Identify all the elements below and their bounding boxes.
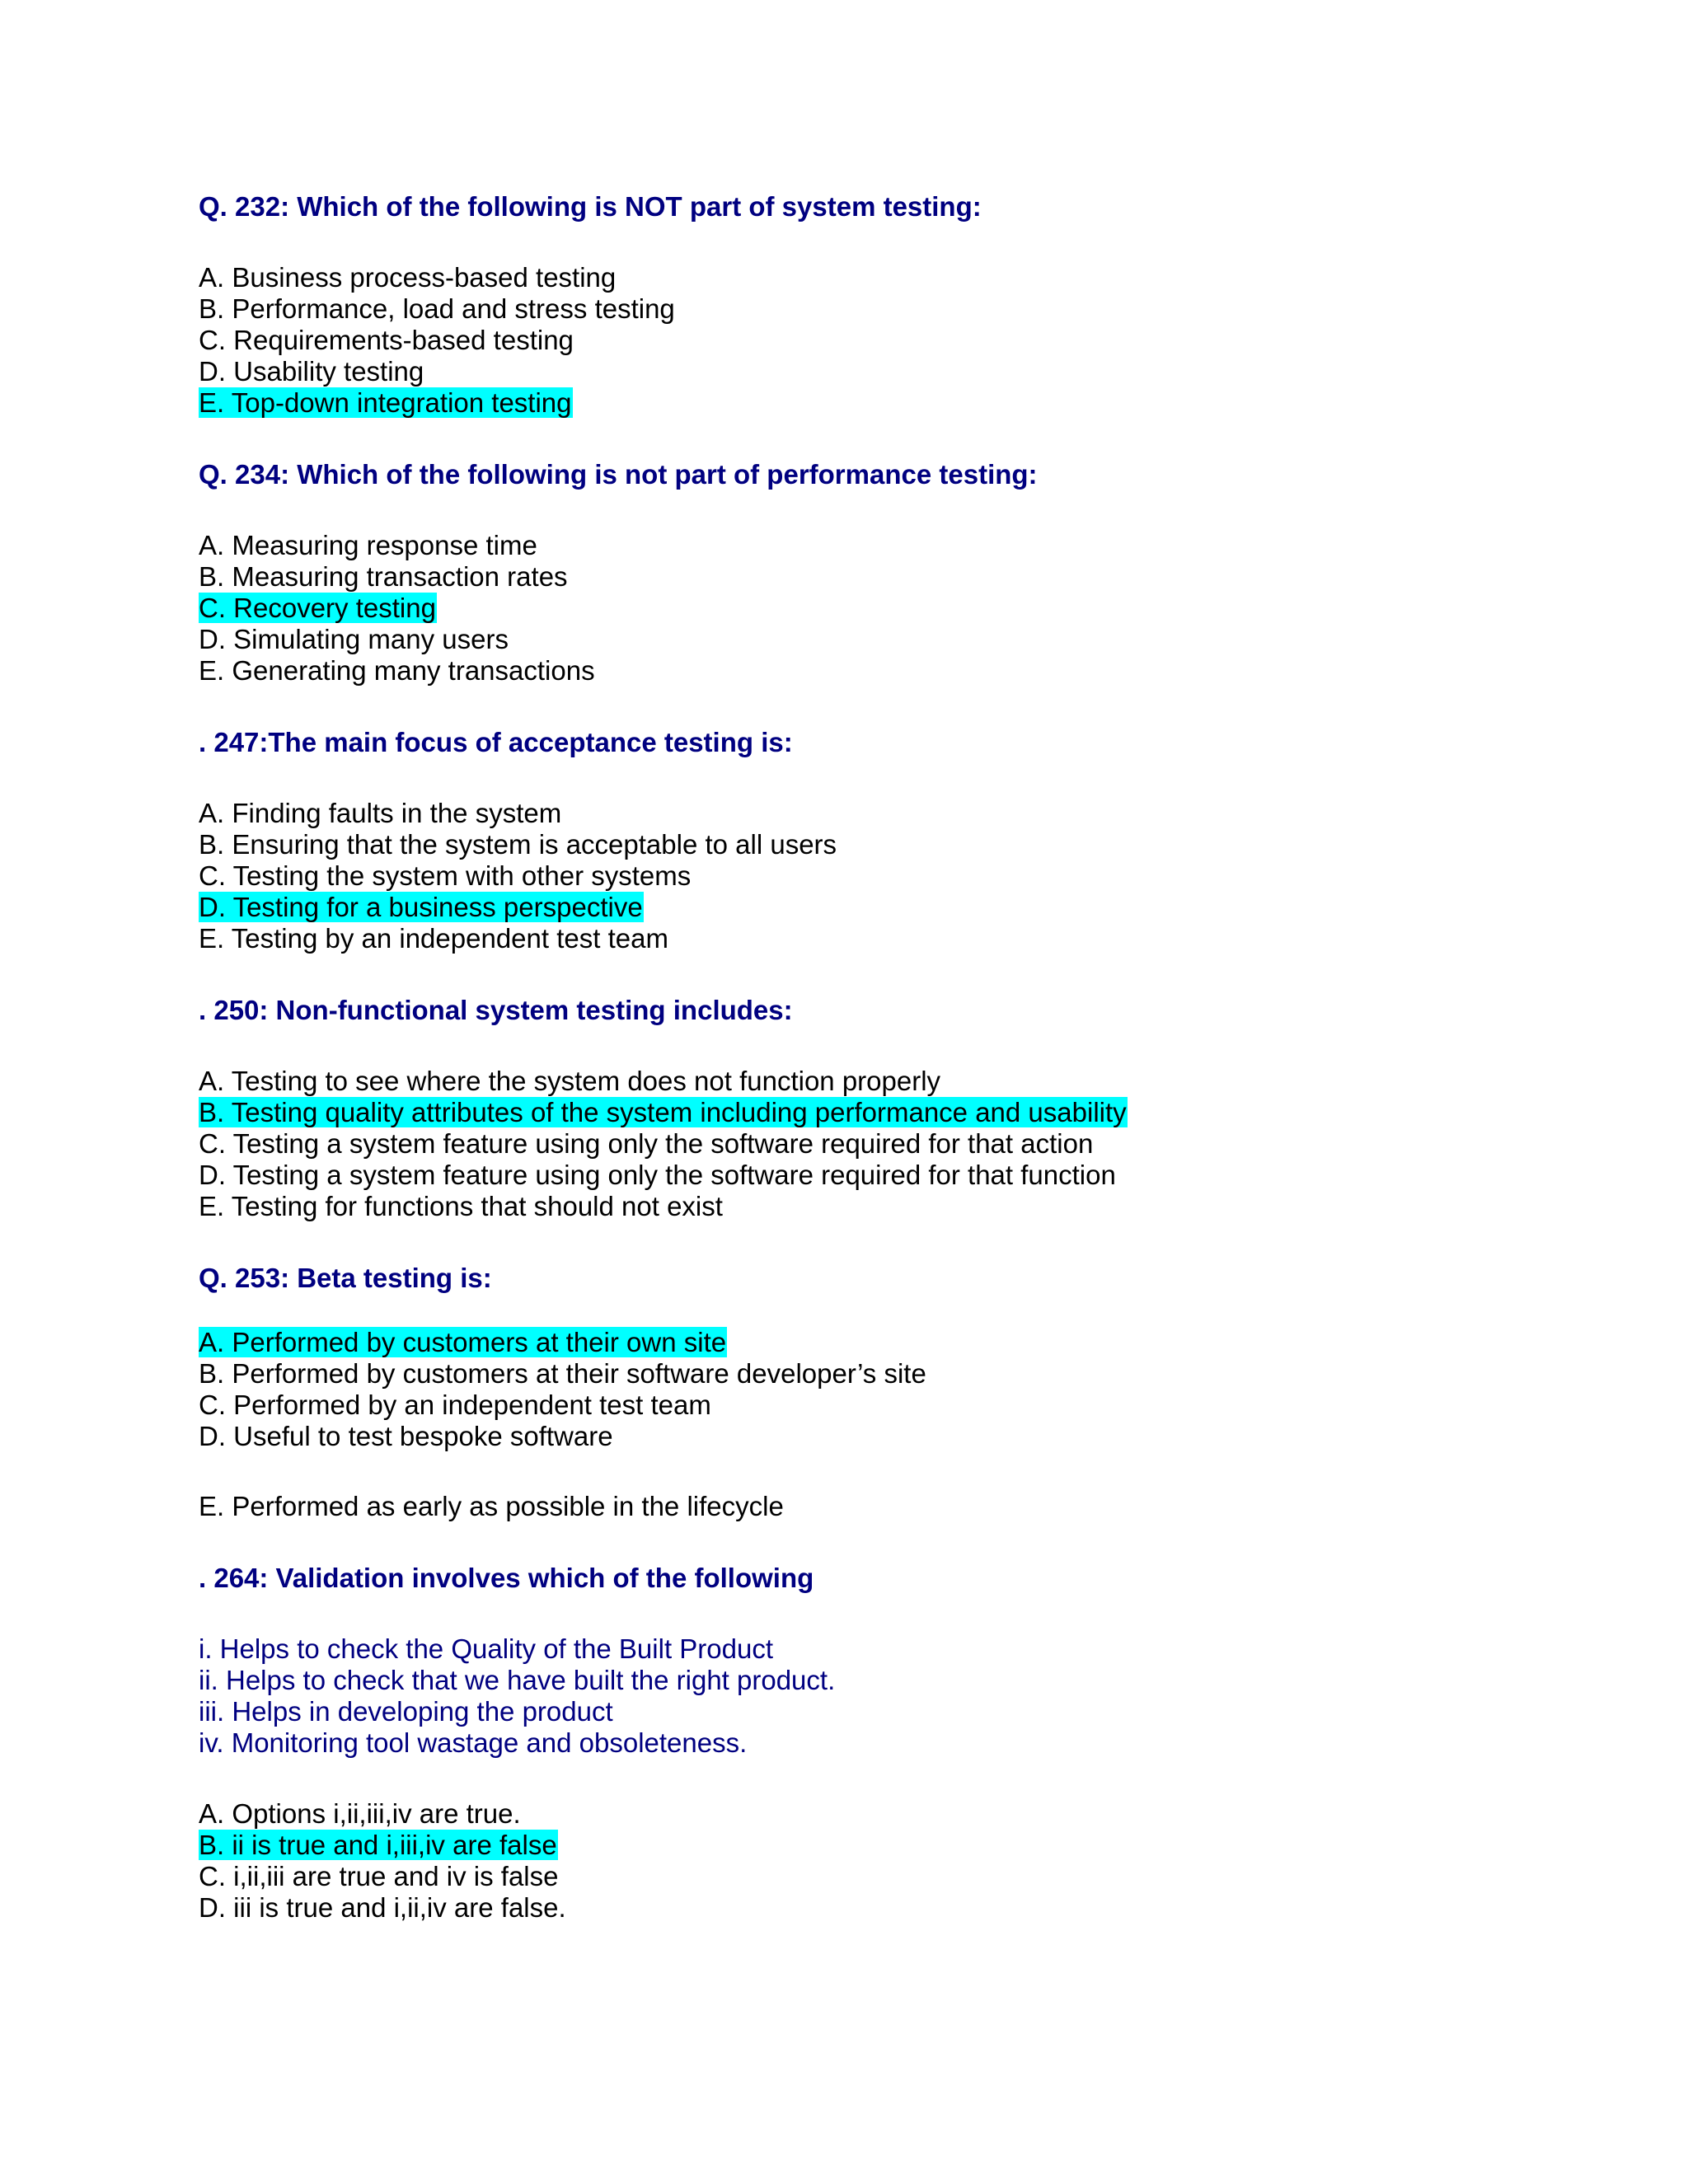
- question-block: [199, 995, 1600, 1222]
- option: C. Performed by an independent test team: [199, 1390, 711, 1420]
- option: B. Measuring transaction rates: [199, 561, 568, 592]
- question-block: [199, 1563, 1600, 1924]
- option: A. Options i,ii,iii,iv are true.: [199, 1798, 521, 1829]
- option: D. Useful to test bespoke software: [199, 1421, 613, 1451]
- question-title: . 250: Non-functional system testing includes:: [199, 995, 793, 1025]
- option: E. Testing by an independent test team: [199, 923, 668, 954]
- option: D. Testing a system feature using only the software required for that function: [199, 1160, 1116, 1190]
- option: B. Performance, load and stress testing: [199, 293, 675, 324]
- option: B. Ensuring that the system is acceptable to all users: [199, 829, 837, 860]
- spacer: [199, 1452, 1600, 1491]
- question-title: . 264: Validation involves which of the following: [199, 1563, 814, 1593]
- option: A. Testing to see where the system does not function properly: [199, 1066, 941, 1096]
- option: B. Performed by customers at their software developer’s site: [199, 1358, 926, 1389]
- question-title: Q. 232: Which of the following is NOT part of system testing:: [199, 191, 982, 222]
- statement-list: [199, 1633, 1600, 1759]
- question-block: [199, 727, 1600, 954]
- option: E. Generating many transactions: [199, 655, 595, 686]
- question-block: [199, 459, 1600, 687]
- option: C. Testing a system feature using only the software required for that action: [199, 1128, 1094, 1159]
- quiz-page: [199, 191, 1600, 1964]
- option: D. Usability testing: [199, 356, 424, 387]
- option: C. i,ii,iii are true and iv is false: [199, 1861, 559, 1891]
- option-list: [199, 262, 1600, 419]
- option-list: [199, 1798, 1600, 1924]
- statement: ii. Helps to check that we have built the right product.: [199, 1665, 836, 1695]
- option: A. Measuring response time: [199, 530, 537, 560]
- statement: iv. Monitoring tool wastage and obsoleteness.: [199, 1727, 748, 1758]
- statement: i. Helps to check the Quality of the Built Product: [199, 1633, 774, 1664]
- option: D. Simulating many users: [199, 624, 509, 654]
- option-list: [199, 1327, 1600, 1522]
- option: C. Requirements-based testing: [199, 325, 574, 355]
- question-block: [199, 1263, 1600, 1522]
- option-highlighted-answer: D. Testing for a business perspective: [199, 892, 643, 922]
- question-title: Q. 253: Beta testing is:: [199, 1263, 492, 1293]
- question-block: [199, 191, 1600, 419]
- option-highlighted-answer: A. Performed by customers at their own site: [199, 1327, 727, 1357]
- option: A. Finding faults in the system: [199, 798, 562, 828]
- question-title: . 247:The main focus of acceptance testing is:: [199, 727, 793, 757]
- option: A. Business process-based testing: [199, 262, 617, 293]
- option: E. Performed as early as possible in the lifecycle: [199, 1491, 784, 1521]
- question-title: Q. 234: Which of the following is not part of performance testing:: [199, 459, 1038, 490]
- option-highlighted-answer: B. Testing quality attributes of the system including performance and usability: [199, 1097, 1127, 1127]
- option-highlighted-answer: B. ii is true and i,iii,iv are false: [199, 1830, 557, 1860]
- option: D. iii is true and i,ii,iv are false.: [199, 1892, 566, 1923]
- option: C. Testing the system with other systems: [199, 860, 692, 891]
- statement: iii. Helps in developing the product: [199, 1696, 613, 1727]
- option: E. Testing for functions that should not exist: [199, 1191, 723, 1221]
- option-highlighted-answer: E. Top-down integration testing: [199, 387, 572, 418]
- option-list: [199, 530, 1600, 687]
- option-list: [199, 798, 1600, 954]
- option-highlighted-answer: C. Recovery testing: [199, 593, 436, 623]
- option-list: [199, 1066, 1600, 1222]
